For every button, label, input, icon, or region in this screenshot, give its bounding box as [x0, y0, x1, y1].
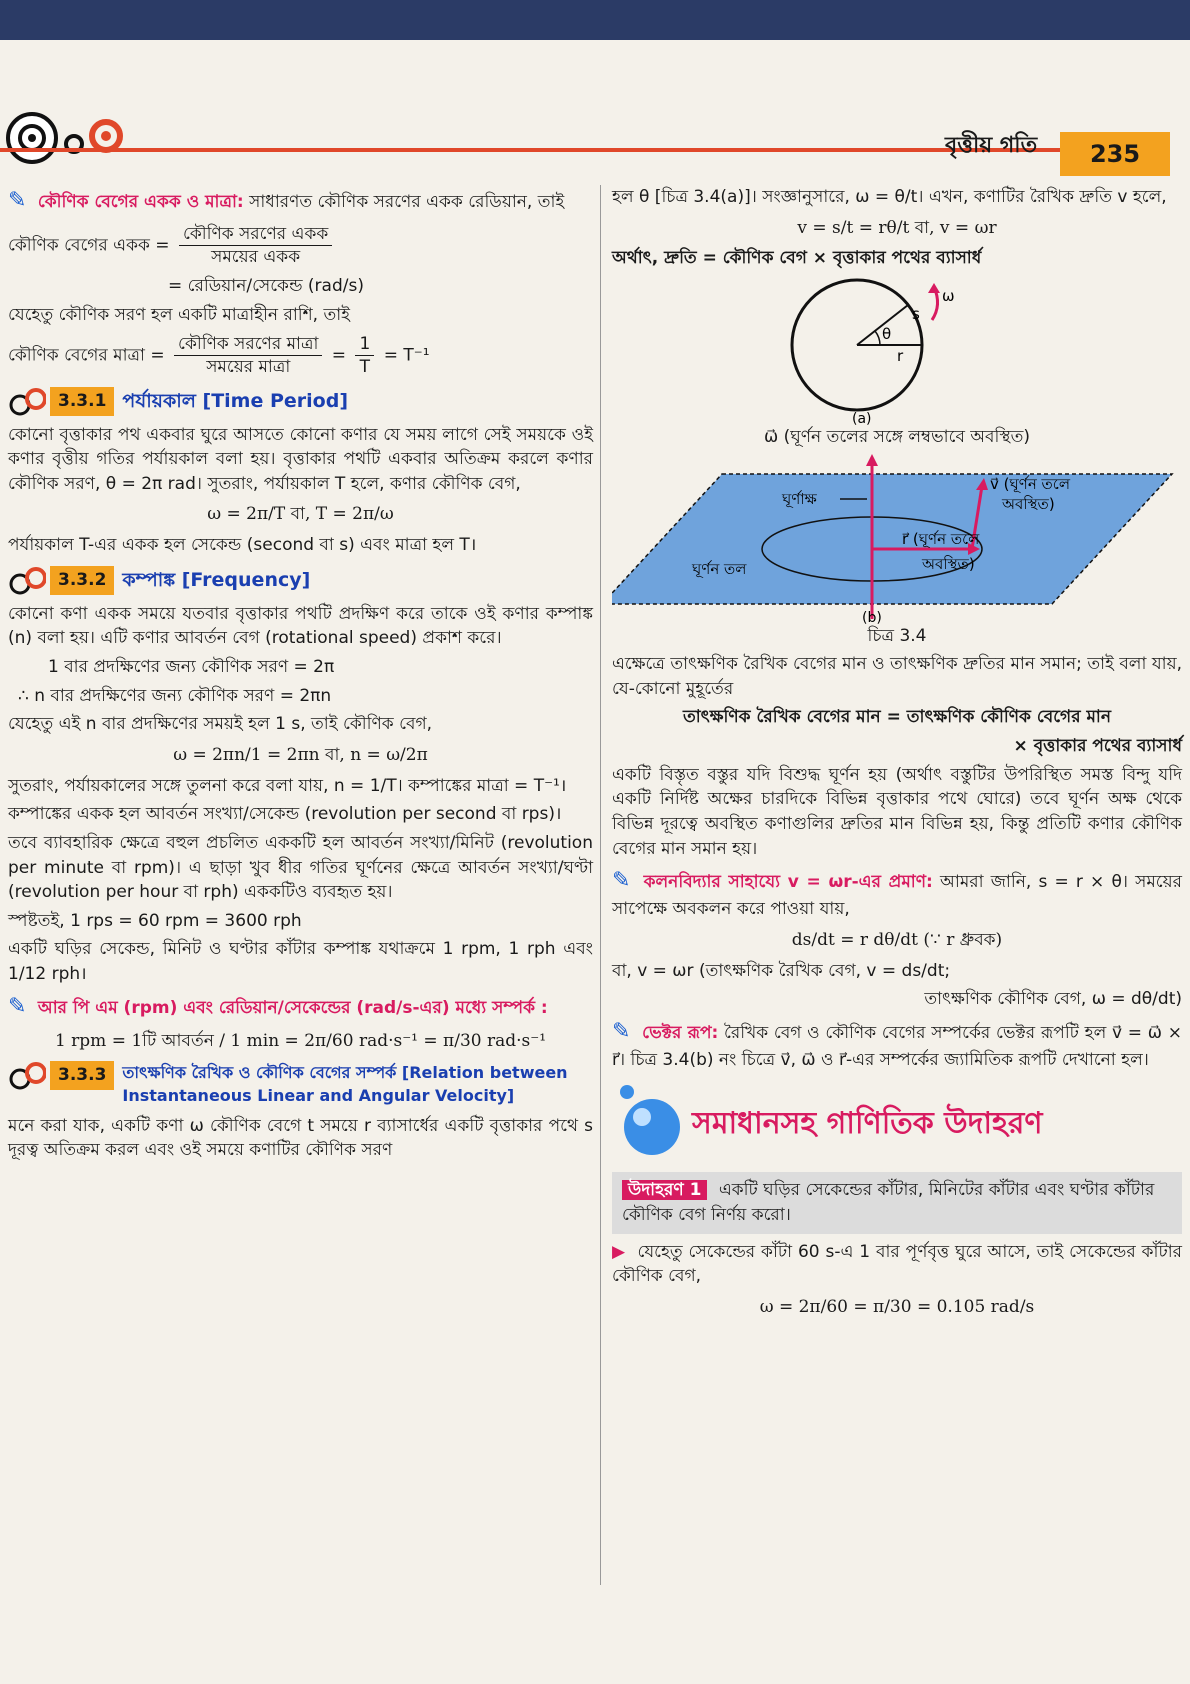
dim-lhs: কৌণিক বেগের মাত্রা: [8, 345, 145, 366]
dim-tail: = T⁻¹: [383, 345, 430, 366]
speed-statement: অর্থাৎ, দ্রুতি = কৌণিক বেগ × বৃত্তাকার পথের ব্যাসার্ধ: [612, 248, 982, 269]
worked-examples-banner: [612, 1082, 1182, 1162]
fig-b-caption: (b): [862, 609, 882, 624]
banner-title: সমাধানসহ গাণিতিক উদাহরণ: [692, 1106, 1043, 1142]
plane-label: ঘূর্ণন তল: [692, 559, 747, 578]
circle-diagram: [612, 275, 1182, 425]
header-rule: [0, 148, 1060, 152]
right-paragraph-3: এক্ষেত্রে তাৎক্ষণিক রৈখিক বেগের মান ও তাৎক্ষণিক দ্রুতির মান সমান; তাই বলা যায়, যে-কোনো মুহূর্তের: [612, 654, 1182, 699]
frequency-paragraph-5: স্পষ্টতই, 1 rps = 60 rpm = 3600 rph: [8, 910, 302, 931]
v-vector-label-2: অবস্থিত): [1002, 494, 1055, 513]
dimensionless-note: যেহেতু কৌণিক সরণ হল একটি মাত্রাহীন রাশি, তাই: [8, 304, 351, 325]
theta-label: θ: [882, 324, 892, 343]
page-number: 235: [1060, 132, 1170, 176]
unit-numerator: কৌণিক সরণের একক: [179, 223, 332, 246]
section-title: কম্পাঙ্ক [Frequency]: [122, 568, 311, 591]
frequency-paragraph-4: তবে ব্যাবহারিক ক্ষেত্রে বহুল প্রচলিত এককটি হল আবর্তন সংখ্যা/মিনিট (revolution per minute বা rpm)। এ ছাড়া খুব ধীর গতির ঘূর্ণনের ক্ষেত্রে আবর্তন সংখ্যা/ঘণ্টা (revolution per hour বা rph) এককটিও ব্যবহৃত হয়।: [8, 832, 593, 903]
vector-title: ভেক্টর রূপ:: [642, 1022, 719, 1043]
gear-section-icon: [8, 566, 46, 596]
vector-paragraph: [612, 1016, 1182, 1073]
figure-3-4a: [612, 275, 1182, 425]
column-divider: [600, 185, 601, 1585]
answer-text: যেহেতু সেকেন্ডের কাঁটা 60 s-এ 1 বার পূর্ণবৃত্ত ঘুরে আসে, তাই সেকেন্ডের কাঁটার কৌণিক বেগ,: [612, 1241, 1182, 1287]
one-over-t-fraction: $\frac{1}{T}$: [355, 333, 374, 378]
unit-result: = রেডিয়ান/সেকেন্ড (rad/s): [168, 276, 364, 297]
answer-arrow-icon: ▶: [612, 1241, 626, 1262]
frequency-text: কোনো কণা একক সময়ে যতবার বৃত্তাকার পথটি প্রদক্ষিণ করে তাকে ওই কণার কম্পাঙ্ক (n) বলা হয়। এটি কণার আবর্তন বেগ (rotational speed) প্রকাশ করে।: [8, 603, 593, 649]
calculus-title: কলনবিদ্যার সাহায্যে v = ωr-এর প্রমাণ:: [643, 872, 933, 893]
fig-a-caption: (a): [852, 410, 872, 425]
relation-text: মনে করা যাক, একটি কণা ω কৌণিক বেগে t সময়ে r ব্যাসার্ধের একটি বৃত্তাকার পথে s দূরত্ব অতিক্রম করল এবং ওই সময়ে কণাটির কৌণিক সরণ: [8, 1115, 593, 1161]
unit-denominator: সময়ের একক: [211, 246, 301, 267]
rpm-heading: [8, 991, 593, 1023]
rpm-equation: 1 rpm = 1টি আবর্তন / 1 min = 2π/60 rad·s⁻¹ = π/30 rad·s⁻¹: [54, 1030, 547, 1051]
time-period-unit: পর্যায়কাল T-এর একক হল সেকেন্ড (second বা s) এবং মাত্রা হল T।: [8, 535, 477, 556]
unit-equation: কৌণিক বেগের একক = $\frac{\text{কৌণিক সরণের একক}}{\text{সময়ের একক}}$: [8, 223, 593, 268]
right-column: [612, 185, 1182, 1326]
speed-equation: v = s/t = rθ/t বা, v = ωr: [797, 217, 997, 238]
section-number: 3.3.2: [50, 566, 114, 595]
axis-label: ঘূর্ণাক্ষ: [782, 489, 817, 508]
r-vector-label-2: অবস্থিত): [922, 554, 975, 573]
dimension-equation: কৌণিক বেগের মাত্রা = $\frac{\text{কৌণিক সরণের মাত্রা}}{\text{সময়ের মাত্রা}}$ = $\frac{1}{T}$ = T⁻¹: [8, 334, 430, 378]
frequency-paragraph-3: কম্পাঙ্কের একক হল আবর্তন সংখ্যা/সেকেন্ড (revolution per second বা rps)।: [8, 804, 562, 825]
gear-section-icon: [8, 387, 46, 417]
calculus-equation-2: বা, v = ωr (তাৎক্ষণিক রৈখিক বেগ, v = ds/dt;: [612, 960, 951, 981]
v-vector-label: v⃗ (ঘূর্ণন তলে: [990, 474, 1071, 493]
example-tag: উদাহরণ 1: [622, 1180, 707, 1200]
section-3-3-1-heading: [8, 387, 593, 417]
section-title: পর্যায়কাল [Time Period]: [122, 389, 349, 412]
unit-fraction: [179, 223, 332, 268]
calculus-paragraph: [612, 865, 1182, 922]
pencil-icon: ✎: [612, 868, 631, 894]
time-period-equation: ω = 2π/T বা, T = 2π/ω: [207, 504, 394, 525]
right-paragraph-1: হল θ [চিত্র 3.4(a)]। সংজ্ঞানুসারে, ω = θ/t। এখন, কণাটির রৈখিক দ্রুতি v হলে,: [612, 187, 1167, 207]
gear-section-icon: [8, 1061, 46, 1091]
time-period-text: কোনো বৃত্তাকার পথ একবার ঘুরে আসতে কোনো কণার যে সময় লাগে সেই সময়কে ওই কণার বৃত্তীয় গতির পর্যায়কাল বলা হয়। বৃত্তাকার পথটি একবার অতিক্রম করলে কণার কৌণিক সরণ, θ = 2π rad। সুতরাং, পর্যায়কাল T হলে, কণার কৌণিক বেগ,: [8, 424, 593, 494]
unit-lhs: কৌণিক বেগের একক: [8, 235, 150, 256]
section-3-3-2-heading: [8, 566, 593, 596]
omega-label: ω: [942, 286, 955, 305]
gear-head-logo-icon: [6, 110, 146, 178]
section-number: 3.3.1: [50, 387, 114, 416]
frequency-paragraph-2: সুতরাং, পর্যায়কালের সঙ্গে তুলনা করে বলা যায়, n = 1/T। কম্পাঙ্কের মাত্রা = T⁻¹।: [8, 775, 567, 796]
calculus-equation-1: ds/dt = r dθ/dt (∵ r ধ্রুবক): [791, 929, 1003, 950]
bubbles-icon: [612, 1082, 692, 1162]
pencil-icon: ✎: [8, 188, 27, 213]
example-question: একটি ঘড়ির সেকেন্ডের কাঁটার, মিনিটের কাঁটার এবং ঘণ্টার কাঁটার কৌণিক বেগ নির্ণয় করো।: [622, 1180, 1155, 1225]
frequency-paragraph-6: একটি ঘড়ির সেকেন্ড, মিনিট ও ঘণ্টার কাঁটার কম্পাঙ্ক যথাক্রমে 1 rpm, 1 rph এবং 1/12 rph।: [8, 939, 593, 985]
right-paragraph-4: একটি বিস্তৃত বস্তুর যদি বিশুদ্ধ ঘূর্ণন হয় (অর্থাৎ বস্তুটির উপরিস্থিত সমস্ত বিন্দু যদি একটি নির্দিষ্ট অক্ষের চারদিকে বিভিন্ন বৃত্তাকার পথে ঘোরে) তবে ঘূর্ণন অক্ষ থেকে বিভিন্ন দূরত্বে অবস্থিত কণাগুলির দ্রুতির মান বিভিন্ন হয়, কিন্তু প্রতিটি কণার কৌণিক বেগের মান সমান হয়।: [612, 764, 1182, 859]
fig-b-top-label: ω⃗ (ঘূর্ণন তলের সঙ্গে লম্বভাবে অবস্থিত): [763, 426, 1030, 447]
pencil-icon: ✎: [612, 1018, 631, 1044]
unit-heading: কৌণিক বেগের একক ও মাত্রা:: [37, 192, 244, 212]
r-vector-label: r⃗ (ঘূর্ণন তলে: [902, 529, 980, 548]
figure-3-4b: [612, 454, 1182, 624]
chapter-title: বৃত্তীয় গতি: [945, 133, 1038, 158]
vector-text: রৈখিক বেগ ও কৌণিক বেগের সম্পর্কের ভেক্টর রূপটি হল v⃗ = ω⃗ × r⃗। চিত্র 3.4(b) নং চিত্রে v⃗, ω⃗ ও r⃗-এর সম্পর্কের জ্যামিতিক রূপটি দেখানো হল।: [612, 1022, 1182, 1070]
s-label: s: [912, 304, 920, 323]
section-number: 3.3.3: [50, 1061, 114, 1090]
calculus-equation-3: তাৎক্ষণিক কৌণিক বেগ, ω = dθ/dt): [924, 989, 1182, 1010]
dim-fraction: [174, 333, 322, 378]
frequency-line-3: যেহেতু এই n বার প্রদক্ষিণের সময়ই হল 1 s, তাই কৌণিক বেগ,: [8, 714, 432, 735]
dim-numerator: কৌণিক সরণের মাত্রা: [174, 333, 322, 356]
frequency-line-2: ∴ n বার প্রদক্ষিণের জন্য কৌণিক সরণ = 2πn: [18, 685, 332, 706]
pencil-icon: ✎: [8, 993, 27, 1019]
frequency-equation: ω = 2πn/1 = 2πn বা, n = ω/2π: [173, 744, 428, 765]
frequency-line-1: 1 বার প্রদক্ষিণের জন্য কৌণিক সরণ = 2π: [48, 657, 335, 678]
r-label: r: [897, 346, 904, 365]
section-3-3-3-heading: [8, 1061, 593, 1107]
rpm-title: আর পি এম (rpm) এবং রেডিয়ান/সেকেন্ডের (rad/s-এর) মধ্যে সম্পর্ক :: [37, 997, 548, 1018]
top-color-band: [0, 0, 1190, 40]
answer-equation: ω = 2π/60 = π/30 = 0.105 rad/s: [759, 1296, 1035, 1317]
magnitude-equation-b: × বৃত্তাকার পথের ব্যাসার্ধ: [1013, 736, 1182, 757]
unit-paragraph: [8, 185, 593, 217]
figure-caption: চিত্র 3.4: [867, 625, 927, 646]
calculus-text: আমরা জানি, s = r × θ। সময়ের সাপেক্ষে অবকলন করে পাওয়া যায়,: [612, 872, 1183, 920]
answer-paragraph: [612, 1240, 1182, 1289]
rotation-plane-diagram: [612, 454, 1182, 624]
unit-text: সাধারণত কৌণিক সরণের একক রেডিয়ান, তাই: [249, 192, 565, 212]
example-box: [612, 1172, 1182, 1233]
left-column: [8, 185, 593, 1167]
dim-denominator: সময়ের মাত্রা: [206, 357, 291, 378]
section-title: তাৎক্ষণিক রৈখিক ও কৌণিক বেগের সম্পর্ক [Relation between Instantaneous Linear and Angular Velocity]: [122, 1063, 568, 1106]
magnitude-equation-a: তাৎক্ষণিক রৈখিক বেগের মান = তাৎক্ষণিক কৌণিক বেগের মান: [683, 707, 1111, 728]
